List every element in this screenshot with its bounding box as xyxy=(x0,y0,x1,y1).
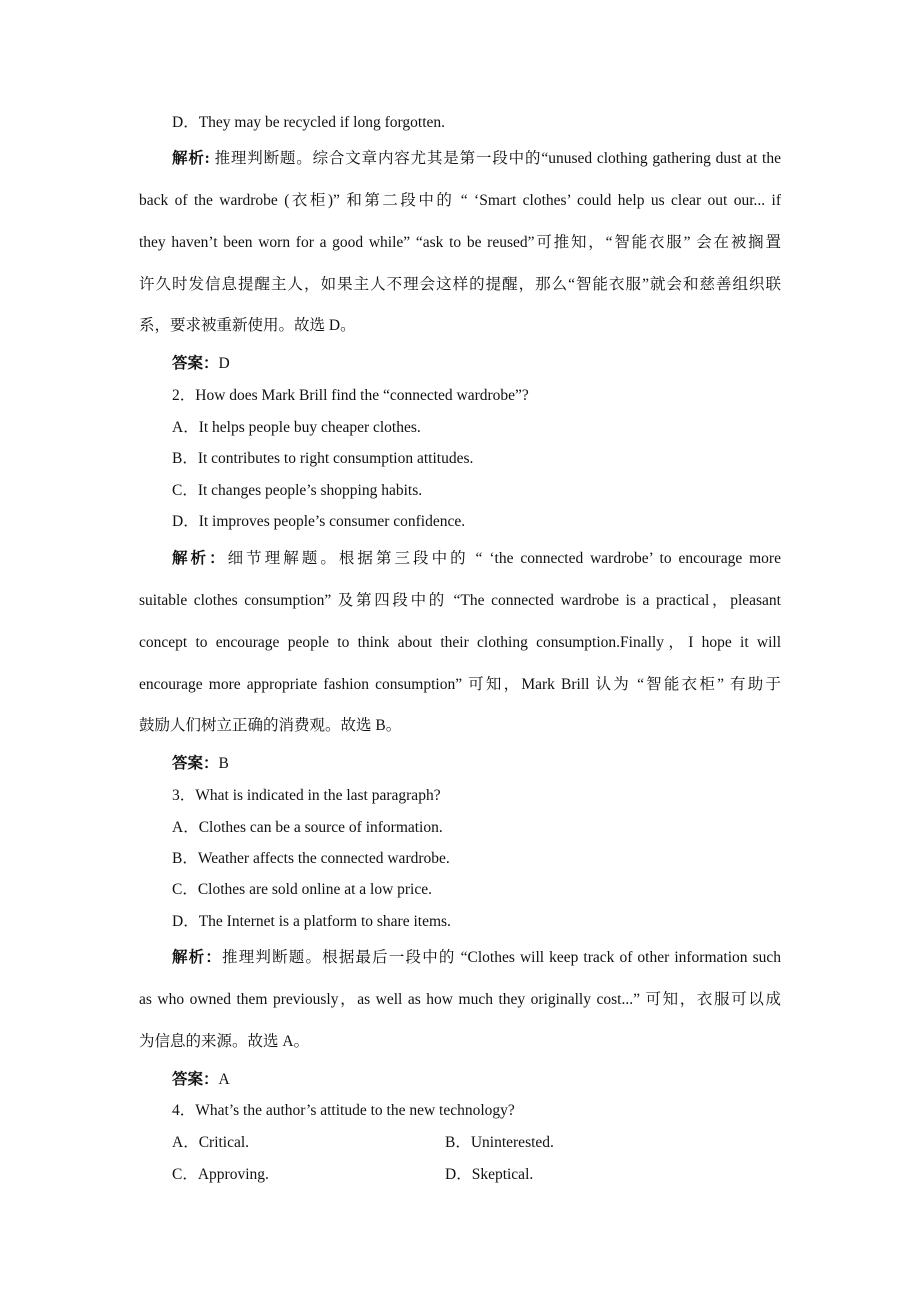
q3-analysis-line xyxy=(172,948,781,968)
q4-option-b: B．Uninterested. xyxy=(445,1134,554,1151)
q3-option-d: D．The Internet is a platform to share items. xyxy=(172,913,451,930)
q3-option-a: A．Clothes can be a source of information. xyxy=(172,819,443,836)
q3-analysis-line: 为信息的来源。故选 A。 xyxy=(139,1033,310,1050)
q2-option-b: B．It contributes to right consumption attitudes. xyxy=(172,450,474,467)
q3-option-c: C．Clothes are sold online at a low price. xyxy=(172,881,432,898)
q2-option-c: C．It changes people’s shopping habits. xyxy=(172,482,423,499)
q2-analysis-line: encourage more appropriate fashion consumption” 可知，Mark Brill 认为 “智能衣柜” 有助于 xyxy=(139,676,781,693)
q2-option-a: A．It helps people buy cheaper clothes. xyxy=(172,419,421,436)
q2-question: 2．How does Mark Brill find the “connected wardrobe”? xyxy=(172,387,529,404)
q1-answer xyxy=(172,354,781,374)
q1-option-d: D．They may be recycled if long forgotten. xyxy=(172,114,446,131)
analysis-label: 解析： xyxy=(172,550,228,567)
analysis-text: 细节理解题。根据第三段中的 “ ‘the connected wardrobe’ to encourage more xyxy=(227,550,781,567)
answer-label: 答案： xyxy=(172,755,219,772)
q4-question: 4．What’s the author’s attitude to the new technology? xyxy=(172,1102,515,1119)
q3-analysis-line: as who owned them previously，as well as how much they originally cost...” 可知，衣服可以成 xyxy=(139,991,781,1008)
answer-label: 答案： xyxy=(172,355,219,372)
answer-label: 答案： xyxy=(172,1071,219,1088)
analysis-text: 推理判断题。综合文章内容尤其是第一段中的“unused clothing gathering dust at the xyxy=(214,150,781,167)
q1-analysis-line: they haven’t been worn for a good while” “ask to be reused”可推知，“智能衣服” 会在被搁置 xyxy=(139,234,781,251)
q1-analysis-line: back of the wardrobe (衣柜)” 和第二段中的 “ ‘Smart clothes’ could help us clear out our... if xyxy=(139,192,781,209)
q4-option-c: C．Approving. xyxy=(172,1166,269,1183)
q4-option-a: A．Critical. xyxy=(172,1134,250,1151)
q3-question: 3．What is indicated in the last paragraph? xyxy=(172,787,441,804)
q2-analysis-line: concept to encourage people to think about their clothing consumption.Finally，I hope it will xyxy=(139,634,781,651)
answer-value: B xyxy=(218,755,229,772)
q2-answer xyxy=(172,754,781,774)
q1-analysis-line: 系，要求被重新使用。故选 D。 xyxy=(139,317,356,334)
q1-analysis-line: 许久时发信息提醒主人，如果主人不理会这样的提醒，那么“智能衣服”就会和慈善组织联 xyxy=(139,276,781,293)
analysis-text: 推理判断题。根据最后一段中的 “Clothes will keep track of other information such xyxy=(222,949,781,966)
q2-option-d: D．It improves people’s consumer confidence. xyxy=(172,513,466,530)
answer-value: A xyxy=(218,1071,230,1088)
analysis-label: 解析: xyxy=(172,150,210,167)
q4-option-d: D．Skeptical. xyxy=(445,1166,534,1183)
answer-value: D xyxy=(218,355,230,372)
q2-analysis-line: 鼓励人们树立正确的消费观。故选 B。 xyxy=(139,717,402,734)
q2-analysis-line: suitable clothes consumption” 及第四段中的 “The connected wardrobe is a practical，pleasant xyxy=(139,592,781,609)
q3-answer xyxy=(172,1070,781,1090)
q2-analysis-line xyxy=(172,549,781,569)
analysis-label: 解析： xyxy=(172,949,223,966)
q1-analysis-line xyxy=(172,149,781,169)
q3-option-b: B．Weather affects the connected wardrobe. xyxy=(172,850,450,867)
